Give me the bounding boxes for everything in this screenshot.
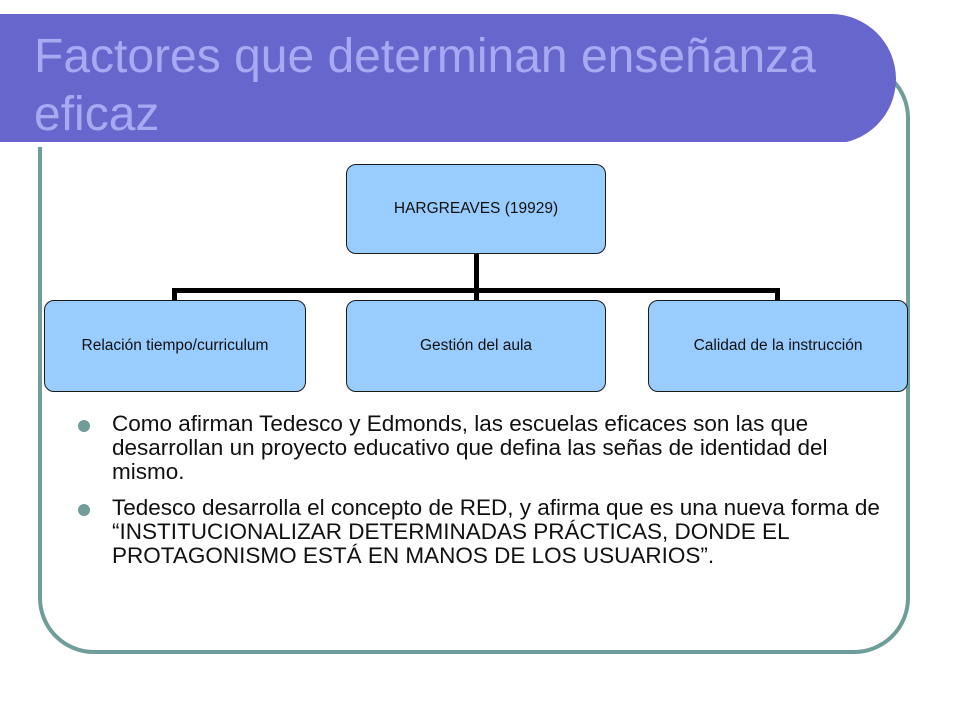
bullet-list [72,412,892,580]
diagram-child-node-1: Relación tiempo/curriculum [44,300,306,392]
bullet-text: Como afirman Tedesco y Edmonds, las escuelas eficaces son las que desarrollan un proyecto educativo que defina las señas de identidad del mismo. [112,411,828,484]
bullet-item [72,412,892,484]
bullet-dot-icon [78,504,90,516]
diagram-root-node: HARGREAVES (19929) [346,164,606,254]
diagram-child-node-2: Gestión del aula [346,300,606,392]
bullet-text: Tedesco desarrolla el concepto de RED, y afirma que es una nueva forma de “INSTITUCIONALIZAR DETERMINADAS PRÁCTICAS, DONDE EL PROTAGONISMO ESTÁ EN MANOS DE LOS USUARIOS”. [112,495,880,568]
diagram-child-node-3: Calidad de la instrucción [648,300,908,392]
bullet-item [72,496,892,568]
title-underline [0,142,848,147]
slide-title: Factores que determinan enseñanza eficaz [34,30,816,141]
bullet-dot-icon [78,420,90,432]
title-bar [0,14,896,144]
connector-root-stem [474,254,479,292]
